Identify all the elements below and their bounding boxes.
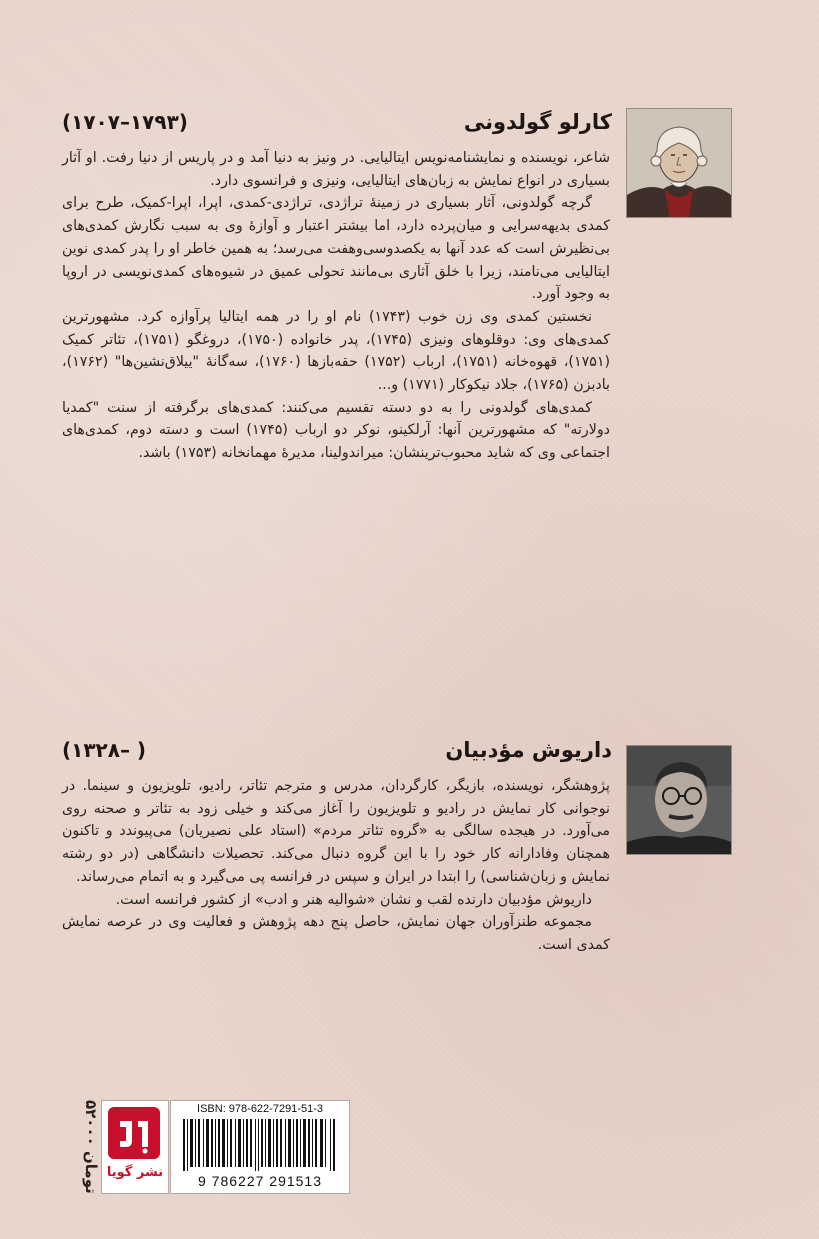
publisher-name: نشر گویا [106, 1165, 164, 1180]
bio-paragraph: کمدی‌های گولدونی را به دو دسته تقسیم می‌کنند: کمدی‌های برگرفته از سنت "کمدیا دولارته" که مشهورترین آنها: آرلکینو، نوکر دو ارباب (۱۷۴۵) است و دسته دوم، کمدی‌های اجتماعی وی که شاید محبوب‌ترینشان: میراندولینا، مدیرهٔ مهمانخانه (۱۷۵۳) باشد. [62, 399, 610, 462]
bio-paragraph: نخستین کمدی وی زن خوب (۱۷۴۳) نام او را در همه ایتالیا پرآوازه کرد. مشهورترین کمدی‌های وی: دوقلوهای ونیزی (۱۷۴۵)، پدر خانواده (۱۷۵۰)، دروغگو (۱۷۵۱)، تئاتر کمیک (۱۷۵۱)، قهوه‌خانه (۱۷۵۱)، ارباب (۱۷۵۲) حقه‌بازها (۱۷۶۰)، سه‌گانهٔ "ییلاق‌نشین‌ها" (۱۷۶۲)، بادبزن (۱۷۶۵)، جلاد نیکوکار (۱۷۷۱) و... [62, 308, 610, 394]
barcode-icon [181, 1119, 339, 1171]
bio-paragraph: گرچه گولدونی، آثار بسیاری در زمینهٔ تراژدی، تراژدی-کمدی، اپرا، اپرا-کمیک، طرح برای کمدی بدیهه‌سرایی و میان‌پرده دارد، اما بیشتر اعتبار و آوازهٔ وی به سبب نگارش کمدی‌های بی‌نظیرش است که عدد آنها به یکصدوسی‌وهفت می‌رسد؛ به همین خاطر او را پدر کمدی نوین ایتالیایی می‌نامند، زیرا با خلق آثاری بی‌مانند تحولی عمیق در شیوه‌های کمدی‌نویسی در اروپا به وجود آورد. [62, 195, 610, 303]
section-1-heading [62, 110, 612, 134]
bio-paragraph: شاعر، نویسنده و نمایشنامه‌نویس ایتالیایی. در ونیز به دنیا آمد و در پاریس از دنیا رفت. او آثار بسیاری در انواع نمایش به زبان‌های ایتالیایی، ونیزی و فرانسوی دارد. [62, 150, 610, 189]
section-1-dates: (۱۷۰۷–۱۷۹۳) [62, 110, 188, 134]
portrait-photo-image [627, 746, 731, 854]
portrait-engraving-image [627, 109, 731, 217]
section-1-biography [62, 147, 610, 465]
section-2-biography [62, 775, 610, 957]
publisher-logo-icon [108, 1107, 160, 1159]
carlo-goldoni-portrait [626, 108, 732, 218]
bio-paragraph: پژوهشگر، نویسنده، بازیگر، کارگردان، مدرس و مترجم تئاتر، رادیو، تلویزیون و سینما. در نوجوانی کار نمایش در رادیو و تلویزیون را آغاز می‌کند و خیلی زود به تئاتر و صحنه روی می‌آورد. در هیجده سالگی به «گروه تئاتر مردم» (استاد علی نصیریان) می‌پیوندد و تاکنون همچنان وفادارانه کار خود را با این گروه دنبال می‌کند. تحصیلات دانشگاهی (در دو رشته نمایش و زبان‌شناسی) را ابتدا در ایران و سپس در فرانسه پی می‌گیرد و به اتمام می‌رساند. [62, 778, 610, 885]
price-label: ۵۲۰۰۰ تومان [82, 1100, 100, 1194]
publisher-logo-block [101, 1100, 169, 1194]
dariush-moaddabian-portrait [626, 745, 732, 855]
section-2-name: داریوش مؤدبیان [445, 738, 612, 762]
bio-paragraph: مجموعه طنزآوران جهان نمایش، حاصل پنج دهه پژوهش و فعالیت وی در عرصه نمایش کمدی است. [62, 914, 610, 953]
isbn-label: ISBN: 978-622-7291-51-3 [197, 1103, 323, 1115]
section-2-heading [62, 738, 612, 762]
barcode-block [170, 1100, 350, 1194]
section-1-name: کارلو گولدونی [463, 110, 612, 134]
barcode-number: 9 786227 291513 [198, 1173, 322, 1189]
bio-paragraph: داریوش مؤدبیان دارنده لقب و نشان «شوالیه هنر و ادب» از کشور فرانسه است. [115, 891, 592, 908]
section-2-dates: (۱۳۲۸– ) [62, 738, 147, 762]
